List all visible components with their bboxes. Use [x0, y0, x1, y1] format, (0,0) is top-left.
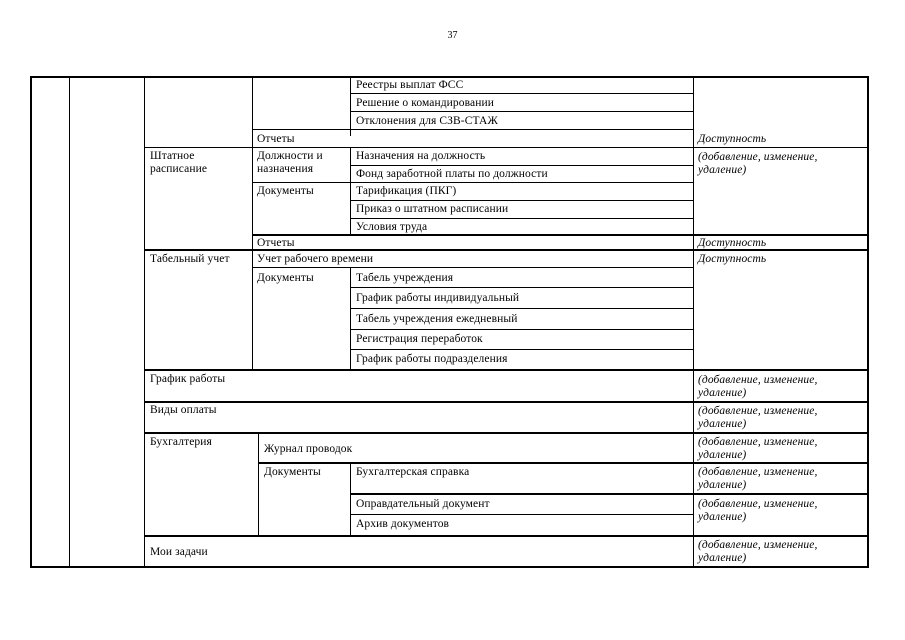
table-cell: Доступность	[698, 237, 767, 249]
table-cell: (добавление, изменение, удаление)	[698, 374, 818, 399]
row-divider	[144, 535, 868, 537]
table-cell: Табель учреждения ежедневный	[356, 313, 518, 325]
table-cell: Решение о командировании	[356, 97, 494, 109]
page-number: 37	[447, 30, 458, 41]
row-line	[350, 349, 693, 350]
table-border-top	[30, 76, 869, 78]
row-line	[350, 308, 693, 309]
row-line	[252, 182, 693, 183]
row-line	[252, 234, 868, 236]
col-divider-3	[258, 433, 259, 536]
table-cell: (добавление, изменение, удаление)	[698, 151, 818, 176]
table-cell: Журнал проводок	[264, 443, 353, 455]
table-cell: Табельный учет	[150, 253, 230, 265]
col-divider-1	[69, 76, 70, 567]
table-cell: Бухгалтерия	[150, 436, 212, 448]
table-border-bottom	[30, 566, 869, 568]
row-divider	[144, 432, 868, 434]
table-cell: Учет рабочего времени	[257, 253, 374, 265]
col-divider-3	[252, 250, 253, 370]
table-cell: Документы	[257, 272, 314, 284]
row-line	[350, 111, 693, 112]
table-cell: Штатное расписание	[150, 150, 208, 175]
table-cell: Доступность	[698, 253, 767, 265]
row-line	[350, 514, 693, 515]
col-divider-3	[252, 76, 253, 250]
col-divider-4	[350, 268, 351, 370]
table-cell: Документы	[257, 185, 314, 197]
row-line	[350, 493, 868, 495]
row-line	[350, 218, 693, 219]
table-cell: Табель учреждения	[356, 272, 454, 284]
table-cell: Регистрация переработок	[356, 333, 483, 345]
table-cell: Бухгалтерская справка	[356, 466, 470, 478]
table-cell: Фонд заработной платы по должности	[356, 168, 548, 180]
col-divider-4	[350, 147, 351, 234]
table-cell: Доступность	[698, 133, 767, 145]
col-divider-2	[144, 76, 145, 567]
table-cell: Отчеты	[257, 237, 295, 249]
table-cell: График работы	[150, 373, 226, 385]
table-cell: Архив документов	[356, 518, 450, 530]
table-cell: Назначения на должность	[356, 150, 486, 162]
row-divider	[144, 401, 868, 403]
table-cell: Реестры выплат ФСС	[356, 79, 464, 91]
table-cell: Приказ о штатном расписании	[356, 203, 509, 215]
table-cell: Виды оплаты	[150, 404, 217, 416]
table-cell: (добавление, изменение, удаление)	[698, 436, 818, 461]
table-cell: График работы подразделения	[356, 353, 508, 365]
row-line	[350, 93, 693, 94]
table-cell: Документы	[264, 466, 321, 478]
row-line	[252, 129, 693, 130]
table-cell: Должности и назначения	[257, 150, 323, 175]
table-cell: Отчеты	[257, 133, 295, 145]
table-cell: Оправдательный документ	[356, 498, 490, 510]
row-line	[350, 329, 693, 330]
row-line	[350, 287, 693, 288]
table-cell: График работы индивидуальный	[356, 292, 520, 304]
table-cell: (добавление, изменение, удаление)	[698, 466, 818, 491]
col-divider-4	[350, 76, 351, 136]
row-line	[252, 267, 693, 268]
row-line	[350, 165, 693, 166]
row-line	[258, 462, 868, 464]
table-cell: Мои задачи	[150, 546, 208, 558]
table-cell: (добавление, изменение, удаление)	[698, 498, 818, 523]
table-cell: (добавление, изменение, удаление)	[698, 405, 818, 430]
table-border-left	[30, 76, 32, 568]
table-cell: Тарификация (ПКГ)	[356, 185, 457, 197]
col-divider-4	[350, 463, 351, 536]
row-line	[350, 200, 693, 201]
table-cell: (добавление, изменение, удаление)	[698, 539, 818, 564]
table-cell: Отклонения для СЗВ-СТАЖ	[356, 115, 498, 127]
table-cell: Условия труда	[356, 221, 428, 233]
